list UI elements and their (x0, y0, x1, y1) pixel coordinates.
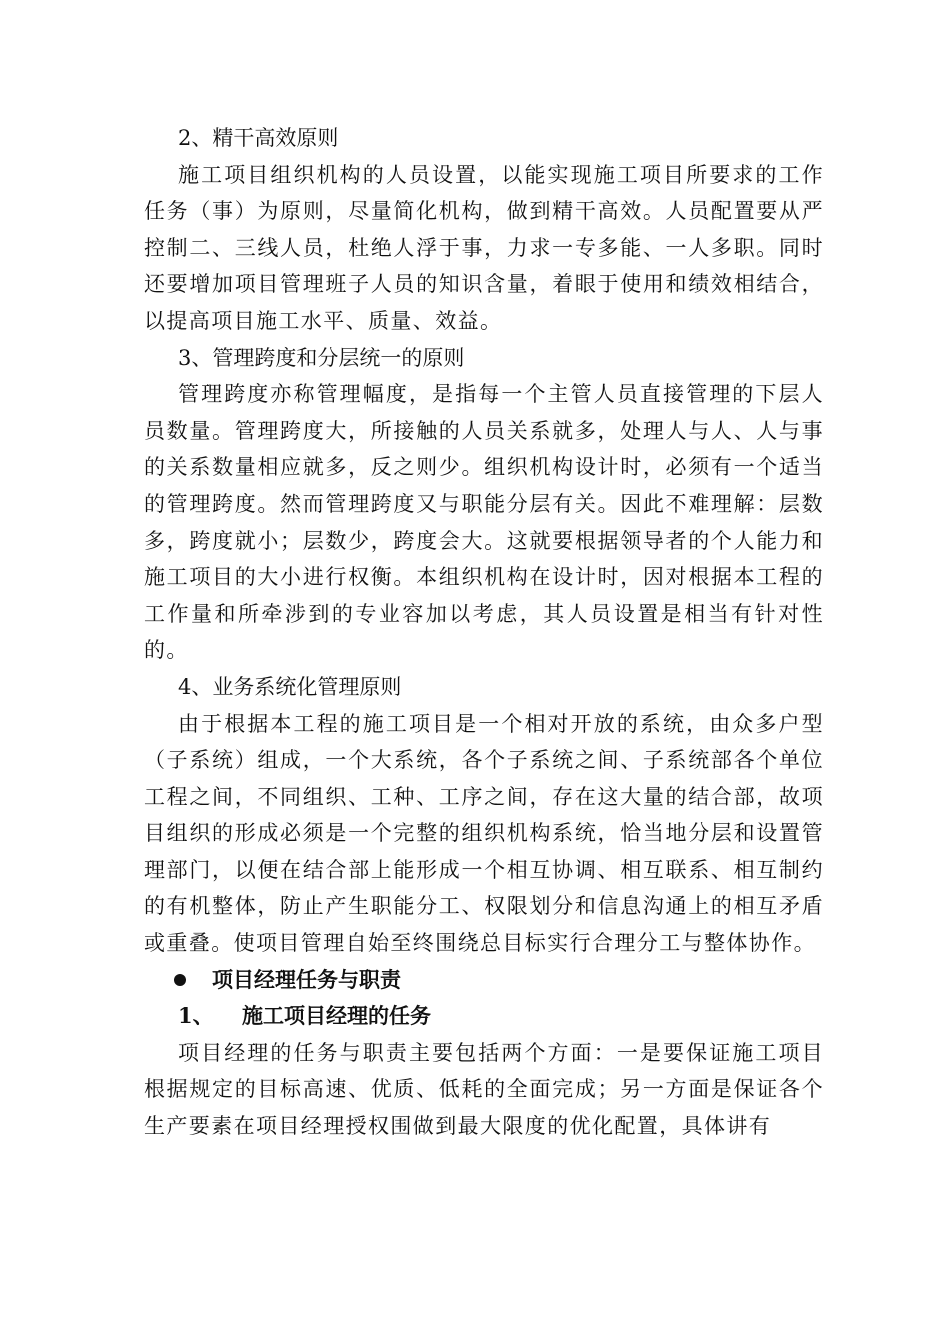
subsection-title: 施工项目经理的任务 (242, 1003, 431, 1029)
paragraph-principle-3: 管理跨度亦称管理幅度，是指每一个主管人员直接管理的下层人员数量。管理跨度大，所接触的人员关系就多，处理人与人、人与事的关系数量相应就多，反之则少。组织机构设计时，必须有一个适当的管理跨度。然而管理跨度又与职能分层有关。因此不难理解：层数多，跨度就小；层数少，跨度会大。这就要根据领导者的个人能力和施工项目的大小进行权衡。本组织机构在设计时，因对根据本工程的工作量和所牵涉到的专业容加以考虑，其人员设置是相当有针对性的。 (144, 382, 824, 663)
subsection-number: 1、 (178, 1003, 214, 1029)
paragraph-manager-tasks: 项目经理的任务与职责主要包括两个方面：一是要保证施工项目根据规定的目标高速、优质、低耗的全面完成；另一方面是保证各个生产要素在项目经理授权围做到最大限度的优化配置，具体讲有 (144, 1040, 824, 1139)
heading-principle-2: 2、精干高效原则 (178, 126, 339, 150)
heading-principle-4: 4、业务系统化管理原则 (178, 674, 402, 699)
document-body (144, 120, 824, 1145)
paragraph-principle-4: 由于根据本工程的施工项目是一个相对开放的系统，由众多户型（子系统）组成，一个大系统，各个子系统之间、子系统部各个单位工程之间，不同组织、工种、工序之间，存在这大量的结合部，故项目组织的形成必须是一个完整的组织机构系统，恰当地分层和设置管理部门，以便在结合部上能形成一个相互协调、相互联系、相互制约的有机整体，防止产生职能分工、权限划分和信息沟通上的相互矛盾或重叠。使项目管理自始至终围绕总目标实行合理分工与整体协作。 (144, 711, 824, 956)
section-title: 项目经理任务与职责 (212, 966, 401, 992)
heading-principle-3: 3、管理跨度和分层统一的原则 (178, 345, 465, 370)
bullet-icon (174, 974, 186, 986)
paragraph-principle-2: 施工项目组织机构的人员设置，以能实现施工项目所要求的工作任务（事）为原则，尽量简化机构，做到精干高效。人员配置要从严控制二、三线人员，杜绝人浮于事，力求一专多能、一人多职。同时还要增加项目管理班子人员的知识含量，着眼于使用和绩效相结合，以提高项目施工水平、质量、效益。 (144, 162, 824, 333)
subsection-heading (144, 998, 824, 1035)
section-heading (144, 962, 824, 999)
